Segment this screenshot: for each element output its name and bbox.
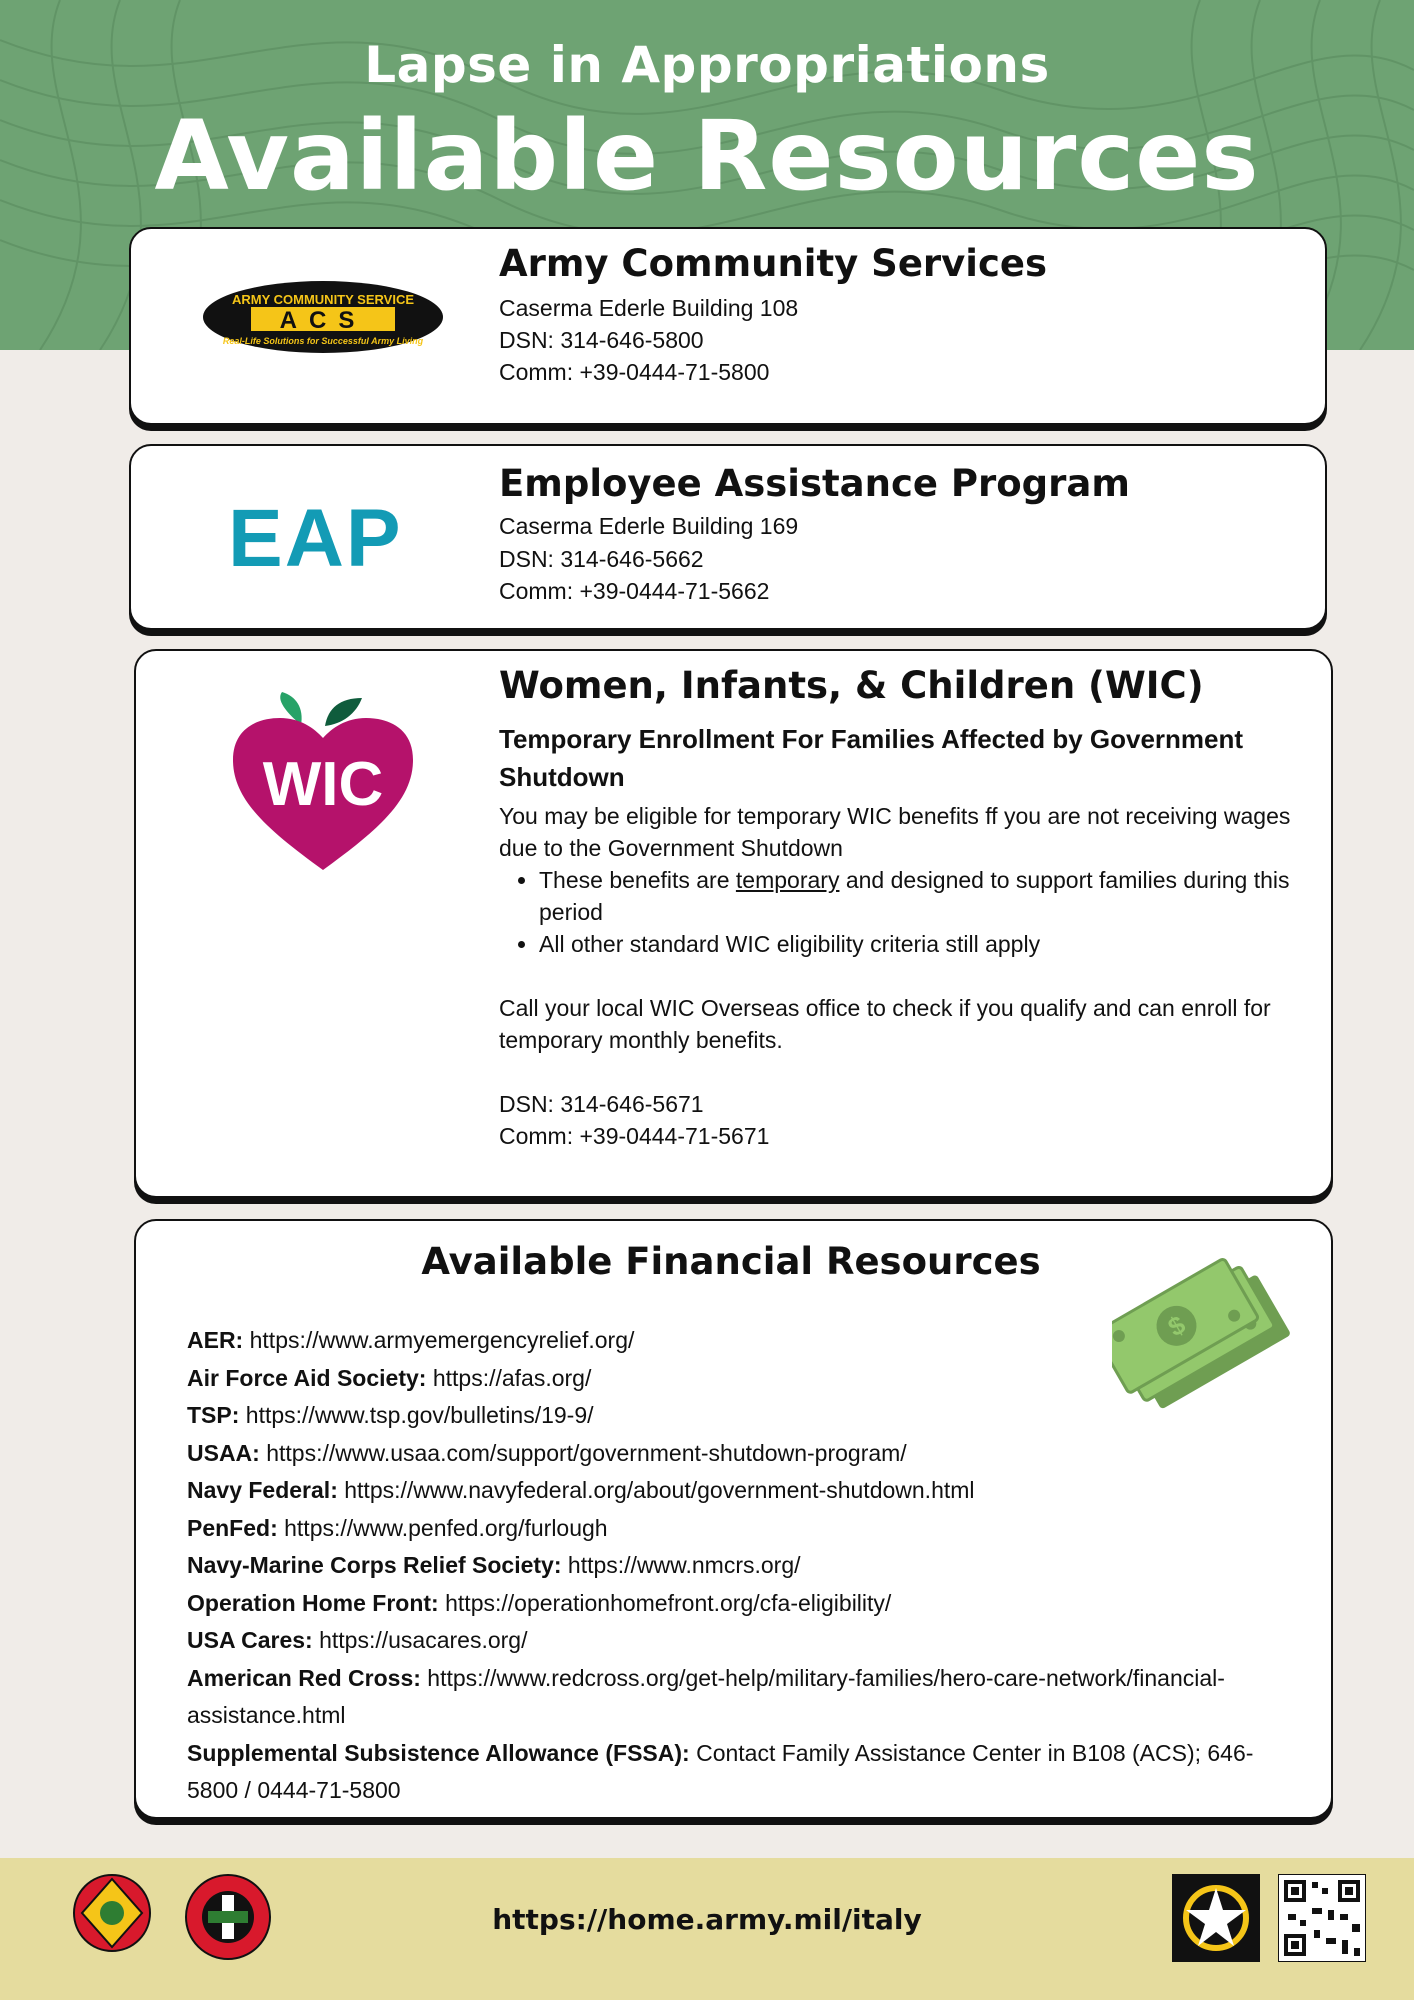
acs-logo-mid-text: ACS xyxy=(279,307,367,334)
financial-item-label: American Red Cross: xyxy=(187,1664,421,1691)
financial-item-link[interactable]: https://operationhomefront.org/cfa-eligibility/ xyxy=(438,1589,892,1616)
eap-title: Employee Assistance Program xyxy=(499,462,1130,505)
acs-title: Army Community Services xyxy=(499,242,1048,285)
eap-dsn: DSN: 314-646-5662 xyxy=(499,546,704,572)
wic-subtitle: Temporary Enrollment For Families Affected by Government Shutdown xyxy=(499,724,1244,792)
wic-bullet-2: • All other standard WIC eligibility criteria still apply xyxy=(539,928,1299,960)
financial-item[interactable] xyxy=(187,1435,1267,1473)
financial-item[interactable] xyxy=(187,1360,1267,1398)
financial-item-label: AER: xyxy=(187,1327,244,1353)
financial-item-link[interactable]: https://www.navyfederal.org/about/government-shutdown.html xyxy=(337,1477,975,1503)
financial-item-label: Operation Home Front: xyxy=(187,1589,439,1616)
wic-temporary-underline: temporary xyxy=(735,867,840,893)
wic-call: Call your local WIC Overseas office to check if you qualify and can enroll for temporary monthly benefits. xyxy=(499,995,1271,1053)
financial-item-label: USA Cares: xyxy=(187,1627,313,1653)
header-title: Available Resources xyxy=(154,100,1260,212)
financial-item-link[interactable]: https://afas.org/ xyxy=(426,1364,592,1391)
eap-address: Caserma Ederle Building 169 xyxy=(499,513,799,539)
financial-item[interactable] xyxy=(187,1397,1267,1435)
financial-item[interactable] xyxy=(187,1622,1267,1660)
financial-item-link[interactable]: https://www.penfed.org/furlough xyxy=(277,1514,608,1541)
acs-logo-top-text: ARMY COMMUNITY SERVICE xyxy=(231,292,415,307)
financial-item-link[interactable]: https://www.usaa.com/support/government-shutdown-program/ xyxy=(259,1439,907,1466)
financial-item-link[interactable]: https://www.redcross.org/get-help/military-families/hero-care-network/financial-assistance.html xyxy=(187,1664,1225,1728)
wic-body xyxy=(499,800,1299,1152)
acs-comm: Comm: +39-0444-71-5800 xyxy=(499,359,770,385)
wic-bullets xyxy=(499,864,1299,960)
financial-item-label: USAA: xyxy=(187,1439,260,1466)
financial-item[interactable] xyxy=(187,1472,1267,1510)
acs-logo-bottom-text: Real-Life Solutions for Successful Army Living xyxy=(222,336,424,346)
financial-list xyxy=(187,1322,1267,1810)
footer-url[interactable]: https://home.army.mil/italy xyxy=(492,1903,922,1936)
wic-logo-text: WIC xyxy=(262,750,384,819)
financial-item-link[interactable]: https://www.armyemergencyrelief.org/ xyxy=(243,1327,635,1353)
financial-item-link[interactable]: https://usacares.org/ xyxy=(312,1627,528,1653)
wic-heart-logo xyxy=(228,690,418,880)
financial-item-label: Navy-Marine Corps Relief Society: xyxy=(187,1552,562,1578)
wic-title: Women, Infants, & Children (WIC) xyxy=(499,664,1204,707)
financial-item[interactable] xyxy=(187,1322,1267,1360)
financial-item-link[interactable]: https://www.tsp.gov/bulletins/19-9/ xyxy=(239,1402,594,1428)
acs-address: Caserma Ederle Building 108 xyxy=(499,295,799,321)
financial-item-link[interactable]: https://www.nmcrs.org/ xyxy=(561,1552,801,1578)
acs-logo xyxy=(201,277,445,357)
financial-item-label: Supplemental Subsistence Allowance (FSSA): xyxy=(187,1739,690,1766)
eap-comm: Comm: +39-0444-71-5662 xyxy=(499,578,770,604)
financial-item-label: PenFed: xyxy=(187,1514,278,1541)
financial-item[interactable] xyxy=(187,1510,1267,1548)
qr-code-icon[interactable] xyxy=(1278,1874,1366,1962)
eap-logo: EAP xyxy=(228,493,403,584)
financial-title: Available Financial Resources xyxy=(421,1240,1041,1283)
wic-bullet-1: • These benefits are temporary and designed to support families during this period xyxy=(539,864,1299,928)
wic-intro: You may be eligible for temporary WIC benefits ff you are not receiving wages due to the Government Shutdown xyxy=(499,803,1291,861)
financial-item-label: Air Force Aid Society: xyxy=(187,1364,427,1391)
wic-comm: Comm: +39-0444-71-5671 xyxy=(499,1123,770,1149)
wic-dsn: DSN: 314-646-5671 xyxy=(499,1091,704,1117)
header-subtitle: Lapse in Appropriations xyxy=(364,36,1050,94)
army-star-icon xyxy=(1172,1874,1260,1962)
financial-item[interactable] xyxy=(187,1547,1267,1585)
financial-item[interactable] xyxy=(187,1585,1267,1623)
svg-text:$: $ xyxy=(1162,1309,1191,1343)
acs-dsn: DSN: 314-646-5800 xyxy=(499,327,704,353)
financial-item-label: Navy Federal: xyxy=(187,1477,338,1503)
financial-item-label: TSP: xyxy=(187,1402,240,1428)
financial-item[interactable] xyxy=(187,1735,1267,1810)
financial-item-link[interactable]: Contact Family Assistance Center in B108 (ACS); 646-5800 / 0444-71-5800 xyxy=(187,1739,1254,1803)
financial-item[interactable] xyxy=(187,1660,1267,1735)
